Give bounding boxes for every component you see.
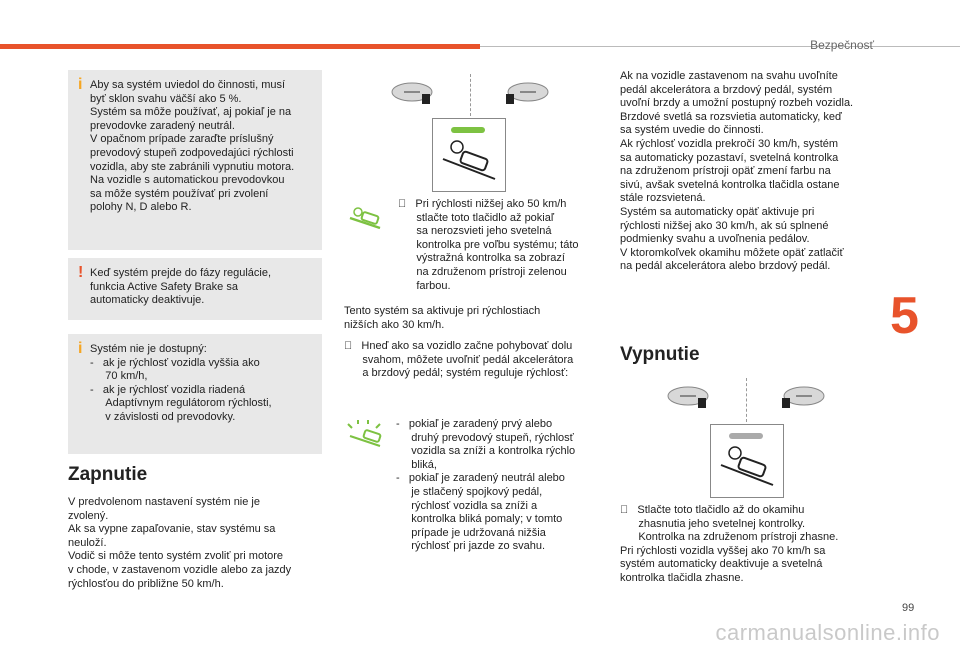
chapter-number: 5 bbox=[890, 287, 919, 345]
section-title: Bezpečnosť bbox=[810, 38, 874, 52]
info-note-box bbox=[68, 334, 322, 454]
lamp-green-icon bbox=[344, 204, 384, 234]
hill-descent-lamp-blinking bbox=[344, 418, 388, 454]
header-accent-bar bbox=[0, 44, 480, 49]
zapnutie-text: V predvolenom nastavení systém nie je zvolený. Ak sa vypne zapaľovanie, stav systému sa neuloží. Vodič si môže tento systém zvoliť pri motore v chode, v zastavenom vozidle alebo za jazdy rýchlosťou do približne 50 km/h. bbox=[68, 496, 292, 590]
lamp-blinking-icon bbox=[344, 418, 388, 454]
activation-note: Tento systém sa aktivuje pri rýchlostiach nižších ako 30 km/h. bbox=[344, 305, 541, 331]
info-note-box bbox=[68, 70, 322, 250]
vypnutie-heading: Vypnutie bbox=[620, 344, 700, 365]
note-text: Keď systém prejde do fázy regulácie, funkcia Active Safety Brake sa automaticky deaktivuje. bbox=[90, 267, 272, 307]
warning-note-box bbox=[68, 258, 322, 320]
info-mark-icon: i bbox=[78, 76, 83, 93]
note-text: Aby sa systém uviedol do činnosti, musí byť sklon svahu väčší ako 5 %. Systém sa môže používať, aj pokiaľ je na prevodovke zaradený neutrál. V opačnom prípade zaraďte príslušný prevodový stupeň zodpovedajúci rýchlosti vozidla, aby ste zabránili vypnutiu motora. Na vozidle s automatickou prevodovkou sa môže systém používať pri zvolení polohy N, D alebo R. bbox=[90, 79, 295, 214]
separator bbox=[470, 74, 471, 116]
hill-descent-lamp-green bbox=[344, 204, 384, 234]
blink-description: - pokiaľ je zaradený prvý alebo druhý prevodový stupeň, rýchlosť vozidla sa zníži a kontrolka rýchlo bliká, - pokiaľ je zaradený neutrál alebo je stlačený spojkový pedál, rýchlosť vozidla sa zníži a kontrolka bliká pomaly; v tomto prípade je udržovaná nižšia rýchlosť pri jazde zo svahu. bbox=[396, 418, 576, 553]
info-mark-icon: i bbox=[78, 340, 83, 357]
zapnutie-heading: Zapnutie bbox=[68, 464, 148, 485]
separator bbox=[746, 378, 747, 422]
vypnutie-text: Stlačte toto tlačidlo až do okamihu zhasnutia jeho svetelnej kontrolky. Kontrolka na združenom prístroji zhasne. Pri rýchlosti vozidla vyššej ako 70 km/h sa systém automaticky deaktivuje a svetelná kontrolka tlačidla zhasne. bbox=[620, 504, 839, 584]
stop-description: Ak na vozidle zastavenom na svahu uvoľníte pedál akcelerátora a brzdový pedál, systém uvoľní brzdy a umožní postupný rozbeh vozidla. Brzdové svetlá sa rozsvietia automaticky, keď sa systém uvedie do činnosti. Ak rýchlosť vozidla prekročí 30 km/h, systém sa automaticky pozastaví, svetelná kontrolka na združenom prístroji opäť zmení farbu na sivú, avšak svetelná kontrolka tlačidla ostane stále rozsvietená. Systém sa automaticky opäť aktivuje pri rýchlosti nižšej ako 30 km/h, ak sú splnené podmienky svahu a uvoľnenia pedálov. V ktoromkoľvek okamihu môžete opäť zatlačiť na pedál akcelerátora alebo brzdový pedál. bbox=[620, 70, 854, 273]
note-text: Systém nie je dostupný: - ak je rýchlosť vozidla vyššia ako 70 km/h, - ak je rýchlosť vozidla riadená Adaptívnym regulátorom rýchlosti, v závislosti od prevodovky. bbox=[90, 343, 272, 423]
page-number: 99 bbox=[902, 602, 915, 614]
hill-descent-icon bbox=[711, 425, 783, 497]
release-instruction: Hneď ako sa vozidlo začne pohybovať dolu svahom, môžete uvoľniť pedál akcelerátora a brzdový pedál; systém reguluje rýchlosť: bbox=[356, 340, 574, 380]
watermark: carmanualsonline.info bbox=[715, 620, 940, 645]
hill-descent-button[interactable] bbox=[432, 118, 506, 192]
hill-descent-button[interactable] bbox=[710, 424, 784, 498]
warning-mark-icon: ! bbox=[78, 264, 84, 281]
header-rule bbox=[480, 46, 960, 47]
hill-descent-icon bbox=[433, 119, 505, 191]
press-instruction: Pri rýchlosti nižšej ako 50 km/h stlačte toto tlačidlo až pokiaľ sa nerozsvieti jeho svetelná kontrolka pre voľbu systému; táto výstražná kontrolka sa zobrazí na združenom prístroji zelenou farbou. bbox=[410, 198, 579, 292]
